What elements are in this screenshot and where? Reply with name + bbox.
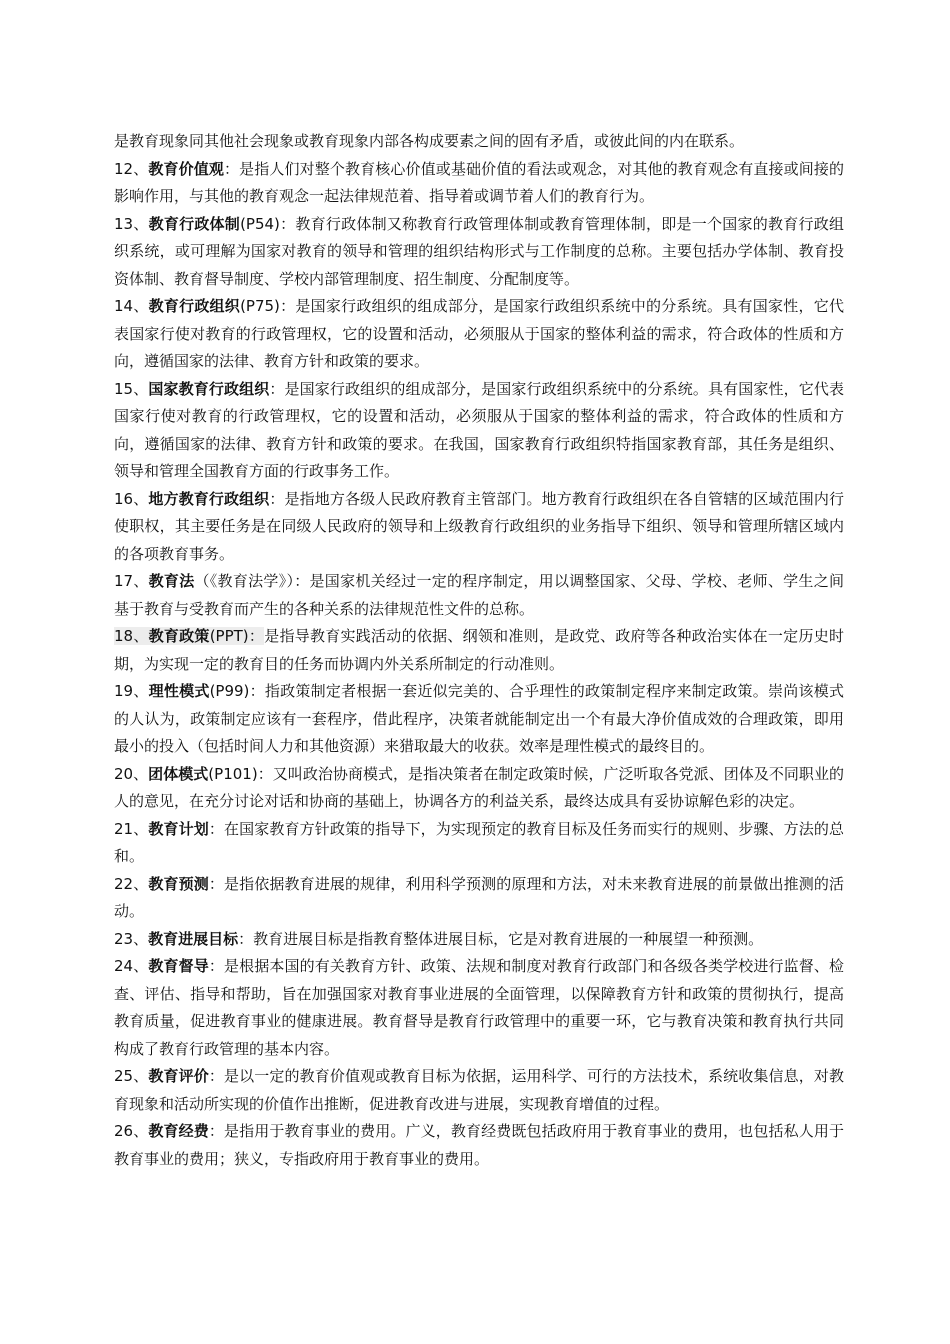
glossary-entry [114, 926, 844, 954]
entry-separator: ： [279, 214, 296, 233]
entry-separator: ： [294, 572, 310, 590]
entry-number: 17、 [114, 572, 149, 590]
entry-heading [114, 160, 239, 178]
entry-definition: 是根据本国的有关教育方针、政策、法规和制度对教育行政部门和各级各类学校进行监督、检查、评估、指导和帮助，旨在加强国家对教育事业进展的全面管理，以保障教育方针和政策的贯彻执行，提高教育质量，促进教育事业的健康进展。教育督导是教育行政管理中的重要一环，它与教育决策和教育执行共同构成了教育行政管理的基本内容。 [114, 957, 844, 1058]
entry-definition: 是国家机关经过一定的程序制定，用以调整国家、父母、学校、老师、学生之间基于教育与受教育而产生的各种关系的法律规范性文件的总称。 [114, 572, 844, 618]
glossary-list [114, 156, 844, 1174]
entry-heading [114, 820, 224, 838]
entry-definition: 教育行政体制又称教育行政管理体制或教育管理体制，即是一个国家的教育行政组织系统，或可理解为国家对教育的领导和管理的组织结构形式与工作制度的总称。主要包括办学体制、教育投资体制、教育督导制度、学校内部管理制度、招生制度、分配制度等。 [114, 214, 844, 288]
glossary-entry [114, 211, 844, 294]
glossary-entry [114, 953, 844, 1063]
document-page [114, 128, 844, 1173]
intro-paragraph: 是教育现象同其他社会现象或教育现象内部各构成要素之间的固有矛盾，或彼此间的内在联系。 [114, 132, 745, 150]
glossary-entry [114, 871, 844, 926]
entry-heading [114, 930, 253, 948]
entry-separator: ： [248, 627, 265, 645]
glossary-entry [114, 376, 844, 486]
entry-heading [114, 957, 224, 975]
entry-reference: (P101) [208, 764, 258, 783]
entry-heading [114, 1067, 224, 1085]
entry-term: 教育督导 [148, 957, 209, 975]
entry-term: 理性模式 [148, 682, 210, 700]
entry-number: 21、 [114, 819, 149, 838]
entry-number: 12、 [114, 159, 149, 178]
entry-definition: 是指地方各级人民政府教育主管部门。地方教育行政组织在各自管辖的区域范围内行使职权，其主要任务是在同级人民政府的领导和上级教育行政组织的业务指导下组织、领导和管理所辖区域内的各项教育事务。 [114, 489, 844, 563]
entry-heading [114, 682, 265, 700]
entry-separator: ： [269, 379, 285, 398]
entry-number: 25、 [114, 1067, 149, 1085]
entry-separator: ： [238, 929, 254, 948]
entry-number: 22、 [114, 874, 149, 893]
entry-number: 19、 [114, 682, 149, 700]
entry-term: 教育计划 [148, 819, 209, 838]
glossary-entry [114, 678, 844, 761]
entry-heading [114, 627, 264, 645]
glossary-entry [114, 156, 844, 211]
entry-definition: 是以一定的教育价值观或教育目标为依据，运用科学、可行的方法技术，系统收集信息，对教育现象和活动所实现的价值作出推断，促进教育改进与进展，实现教育增值的过程。 [114, 1067, 844, 1113]
entry-term: 教育评价 [148, 1067, 209, 1085]
entry-definition: 是国家行政组织的组成部分，是国家行政组织系统中的分系统。具有国家性，它代表国家行使对教育的行政管理权，它的设置和活动，必须服从于国家的整体利益的需求，符合政体的性质和方向，遵循国家的法律、教育方针和政策的要求。 [114, 297, 844, 370]
entry-separator: ： [208, 1067, 224, 1085]
entry-term: 教育行政组织 [148, 297, 241, 315]
entry-number: 18、 [114, 627, 149, 645]
entry-heading [114, 490, 284, 508]
entry-term: 教育价值观 [148, 159, 224, 178]
entry-separator: ： [249, 682, 265, 700]
glossary-entry [114, 761, 844, 816]
entry-heading [114, 380, 284, 398]
entry-reference: (P54) [240, 214, 280, 233]
entry-definition: 是国家行政组织的组成部分，是国家行政组织系统中的分系统。具有国家性，它代表国家行使对教育的行政管理权，它的设置和活动，必须服从于国家的整体利益的需求，符合政体的性质和方向，遵循国家的法律、教育方针和政策的要求。在我国，国家教育行政组织特指国家教育部，其任务是组织、领导和管理全国教育方面的行政事务工作。 [114, 379, 844, 480]
entry-separator: ： [279, 297, 296, 315]
entry-definition: 是指人们对整个教育核心价值或基础价值的看法或观念，对其他的教育观念有直接或间接的影响作用，与其他的教育观念一起法律规范着、指导着或调节着人们的教育行为。 [114, 159, 844, 205]
glossary-entry [114, 568, 844, 623]
entry-definition: 在国家教育方针政策的指导下，为实现预定的教育目标及任务而实行的规则、步骤、方法的总和。 [114, 819, 844, 865]
entry-separator: ： [269, 489, 285, 508]
entry-separator: ： [223, 159, 240, 178]
entry-number: 14、 [114, 297, 149, 315]
entry-separator: ： [257, 764, 273, 783]
entry-definition: 教育进展目标是指教育整体进展目标，它是对教育进展的一种展望一种预测。 [253, 929, 764, 948]
entry-term: 团体模式 [148, 764, 209, 783]
entry-separator: ： [208, 957, 224, 975]
entry-reference: （《教育法学》） [194, 572, 295, 590]
glossary-entry [114, 486, 844, 569]
entry-heading [114, 297, 295, 315]
glossary-entry [114, 293, 844, 376]
entry-term: 地方教育行政组织 [148, 489, 270, 508]
entry-term: 教育进展目标 [148, 929, 239, 948]
entry-term: 教育经费 [148, 1122, 209, 1140]
entry-heading [114, 572, 310, 590]
entry-reference: (P99) [209, 682, 250, 700]
entry-number: 16、 [114, 489, 149, 508]
entry-separator: ： [208, 874, 224, 893]
entry-separator: ： [208, 1122, 224, 1140]
entry-term: 国家教育行政组织 [148, 379, 270, 398]
entry-definition: 是指依据教育进展的规律，利用科学预测的原理和方法，对未来教育进展的前景做出推测的活动。 [114, 874, 844, 920]
entry-definition: 又叫政治协商模式，是指决策者在制定政策时候，广泛听取各党派、团体及不同职业的人的意见，在充分讨论对话和协商的基础上，协调各方的利益关系，最终达成具有妥协谅解色彩的决定。 [114, 764, 844, 810]
entry-term: 教育预测 [148, 874, 209, 893]
entry-reference: (PPT) [209, 627, 249, 645]
entry-heading [114, 875, 224, 893]
glossary-entry [114, 623, 844, 678]
entry-heading [114, 215, 295, 233]
entry-number: 20、 [114, 764, 149, 783]
entry-heading [114, 765, 273, 783]
entry-number: 23、 [114, 929, 149, 948]
entry-definition: 是指导教育实践活动的依据、纲领和准则，是政党、政府等各种政治实体在一定历史时期，为实现一定的教育目的任务而协调内外关系所制定的行动准则。 [114, 627, 844, 673]
entry-term: 教育法 [148, 572, 195, 590]
entry-number: 13、 [114, 214, 149, 233]
entry-number: 24、 [114, 957, 149, 975]
entry-number: 15、 [114, 379, 149, 398]
entry-definition: 指政策制定者根据一套近似完美的、合乎理性的政策制定程序来制定政策。崇尚该模式的人认为，政策制定应该有一套程序，借此程序，决策者就能制定出一个有最大净价值成效的合理政策，即用最小的投入（包括时间人力和其他资源）来猎取最大的收获。效率是理性模式的最终目的。 [114, 682, 844, 755]
entry-term: 教育行政体制 [148, 214, 241, 233]
glossary-entry [114, 1118, 844, 1173]
entry-reference: (P75) [240, 297, 280, 315]
entry-number: 26、 [114, 1122, 149, 1140]
glossary-entry [114, 816, 844, 871]
entry-separator: ： [208, 819, 224, 838]
entry-term: 教育政策 [148, 627, 210, 645]
glossary-entry [114, 1063, 844, 1118]
entry-heading [114, 1122, 224, 1140]
entry-definition: 是指用于教育事业的费用。广义，教育经费既包括政府用于教育事业的费用，也包括私人用于教育事业的费用；狭义，专指政府用于教育事业的费用。 [114, 1122, 844, 1168]
